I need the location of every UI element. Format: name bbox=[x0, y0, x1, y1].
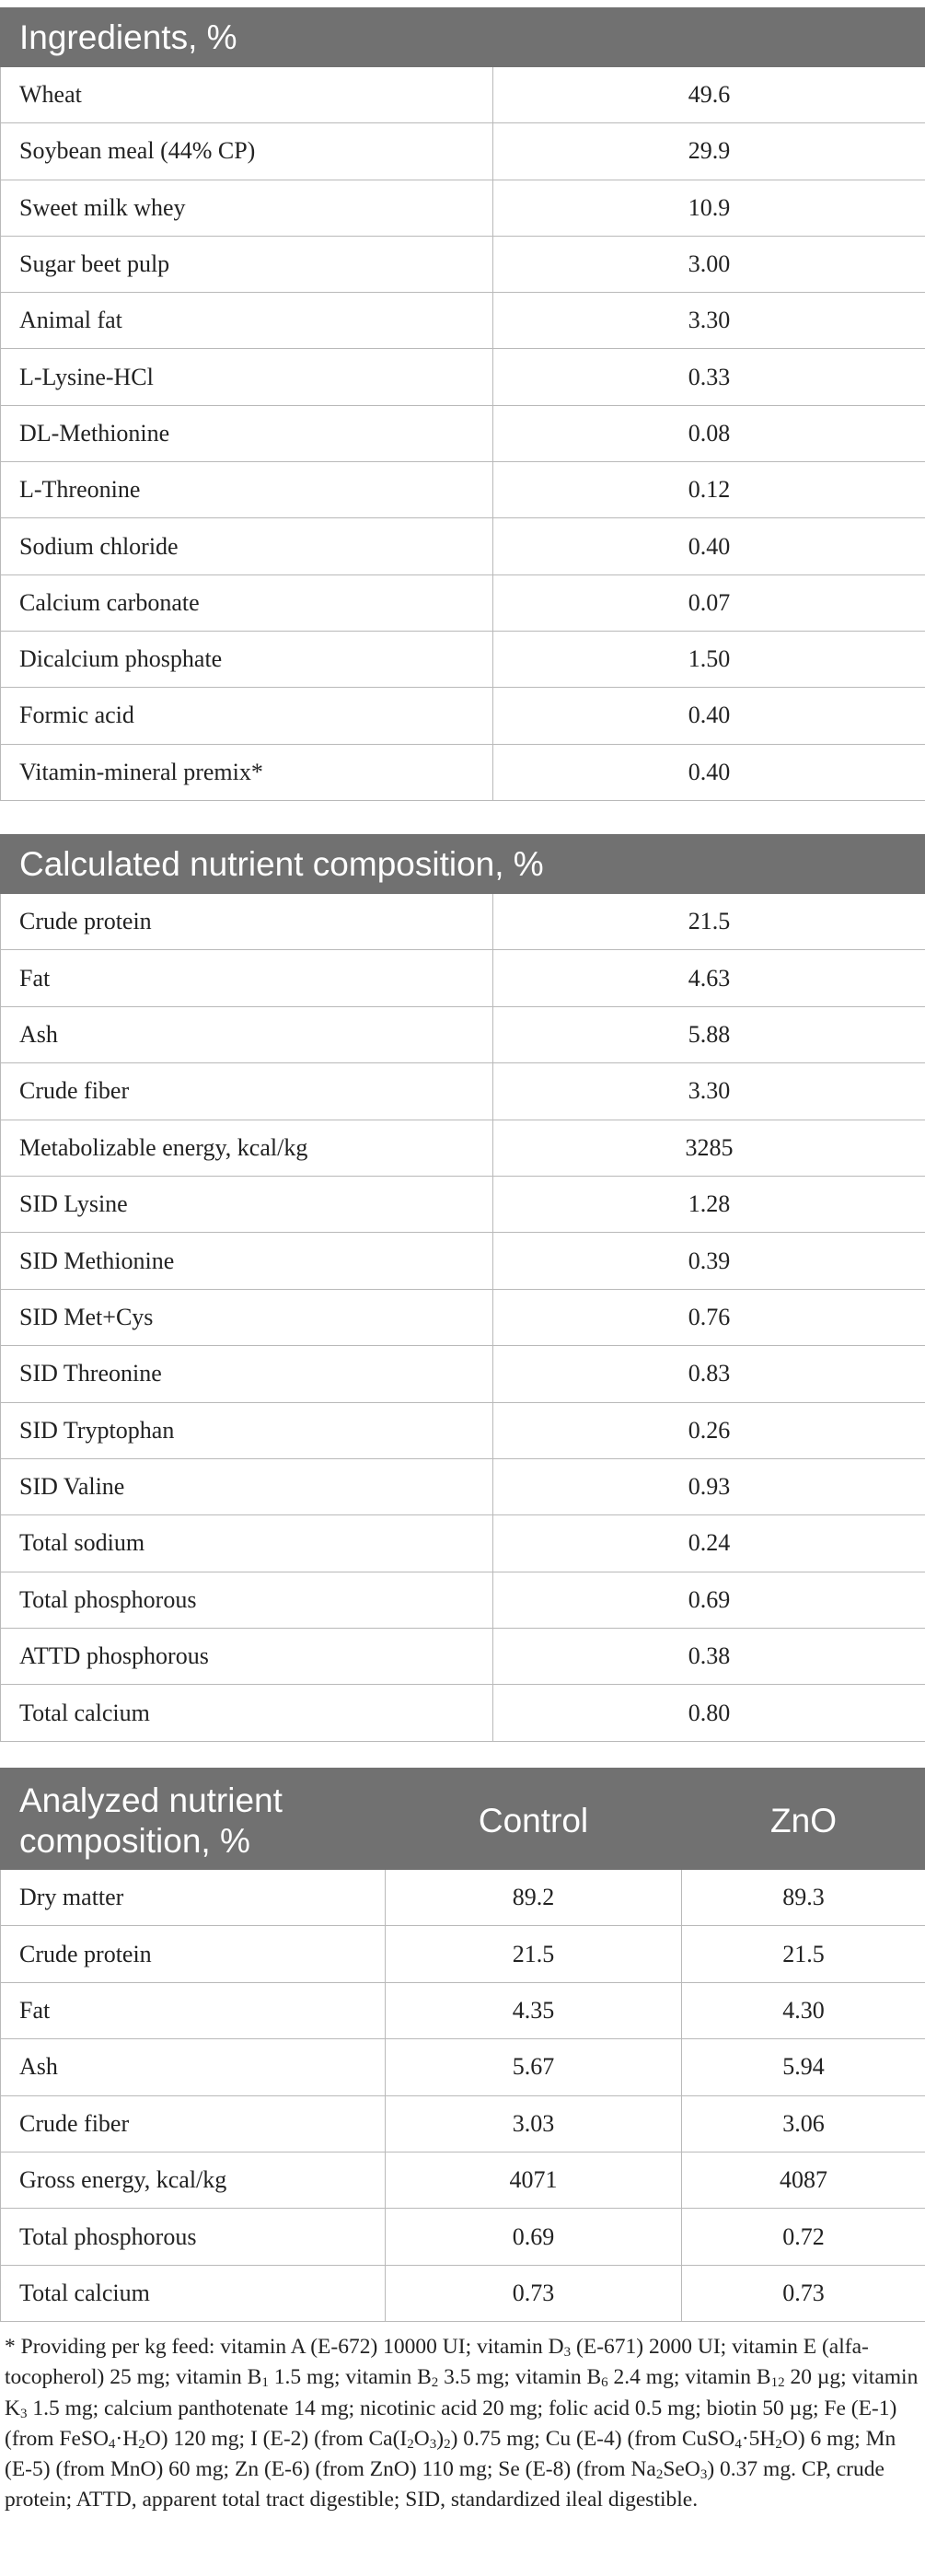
control-column-header: Control bbox=[386, 1769, 682, 1870]
table-row bbox=[1, 688, 925, 744]
row-value: 0.76 bbox=[493, 1289, 925, 1345]
analyzed-body bbox=[1, 1870, 925, 2322]
row-value: 21.5 bbox=[493, 894, 925, 950]
row-value: 0.40 bbox=[493, 518, 925, 574]
table-row bbox=[1, 1572, 925, 1628]
row-label: ATTD phosphorous bbox=[1, 1629, 493, 1685]
row-label: SID Methionine bbox=[1, 1233, 493, 1289]
row-value: 0.26 bbox=[493, 1402, 925, 1458]
row-label: Dicalcium phosphate bbox=[1, 631, 493, 687]
row-value: 0.38 bbox=[493, 1629, 925, 1685]
table-row bbox=[1, 1515, 925, 1572]
table-row bbox=[1, 1402, 925, 1458]
row-value: 3.30 bbox=[493, 1063, 925, 1120]
control-value: 21.5 bbox=[386, 1926, 682, 1982]
calculated-body bbox=[1, 894, 925, 1742]
table-row bbox=[1, 631, 925, 687]
row-label: Sweet milk whey bbox=[1, 180, 493, 236]
zno-column-header: ZnO bbox=[682, 1769, 925, 1870]
zno-value: 89.3 bbox=[682, 1870, 925, 1926]
row-label: Total sodium bbox=[1, 1515, 493, 1572]
row-value: 1.28 bbox=[493, 1176, 925, 1232]
table-row bbox=[1, 744, 925, 800]
table-row bbox=[1, 1926, 925, 1982]
ingredients-header-row bbox=[1, 8, 925, 67]
table-row bbox=[1, 950, 925, 1006]
row-label: L-Lysine-HCl bbox=[1, 349, 493, 405]
table-row bbox=[1, 2265, 925, 2321]
row-value: 0.40 bbox=[493, 688, 925, 744]
row-label: Ash bbox=[1, 1006, 493, 1062]
row-value: 0.40 bbox=[493, 744, 925, 800]
row-label: DL-Methionine bbox=[1, 405, 493, 461]
row-label: Vitamin-mineral premix* bbox=[1, 744, 493, 800]
table-row bbox=[1, 1346, 925, 1402]
control-value: 0.73 bbox=[386, 2265, 682, 2321]
row-value: 4.63 bbox=[493, 950, 925, 1006]
zno-value: 3.06 bbox=[682, 2095, 925, 2152]
row-label: Gross energy, kcal/kg bbox=[1, 2152, 386, 2208]
row-label: Wheat bbox=[1, 67, 493, 123]
row-value: 0.24 bbox=[493, 1515, 925, 1572]
row-label: Sodium chloride bbox=[1, 518, 493, 574]
row-label: Fat bbox=[1, 950, 493, 1006]
ingredients-header: Ingredients, % bbox=[1, 8, 925, 67]
table-row bbox=[1, 1120, 925, 1176]
row-label: Sugar beet pulp bbox=[1, 236, 493, 292]
table-row bbox=[1, 2152, 925, 2208]
control-value: 3.03 bbox=[386, 2095, 682, 2152]
row-label: Total calcium bbox=[1, 1685, 493, 1741]
row-label: Fat bbox=[1, 1982, 386, 2038]
row-label: Animal fat bbox=[1, 293, 493, 349]
row-label: Soybean meal (44% CP) bbox=[1, 123, 493, 180]
row-label: Dry matter bbox=[1, 1870, 386, 1926]
row-label: Crude fiber bbox=[1, 2095, 386, 2152]
row-label: SID Valine bbox=[1, 1458, 493, 1514]
row-value: 0.33 bbox=[493, 349, 925, 405]
row-value: 1.50 bbox=[493, 631, 925, 687]
zno-value: 0.72 bbox=[682, 2209, 925, 2265]
row-value: 3285 bbox=[493, 1120, 925, 1176]
row-label: Crude protein bbox=[1, 894, 493, 950]
table-row bbox=[1, 1458, 925, 1514]
table-row bbox=[1, 518, 925, 574]
analyzed-header-row bbox=[1, 1769, 925, 1870]
control-value: 4071 bbox=[386, 2152, 682, 2208]
row-label: Crude protein bbox=[1, 1926, 386, 1982]
row-label: Ash bbox=[1, 2039, 386, 2095]
row-value: 0.12 bbox=[493, 462, 925, 518]
zno-value: 5.94 bbox=[682, 2039, 925, 2095]
table-row bbox=[1, 1006, 925, 1062]
row-value: 0.93 bbox=[493, 1458, 925, 1514]
row-value: 0.08 bbox=[493, 405, 925, 461]
table-row bbox=[1, 1176, 925, 1232]
row-value: 0.80 bbox=[493, 1685, 925, 1741]
row-label: Crude fiber bbox=[1, 1063, 493, 1120]
zno-value: 4.30 bbox=[682, 1982, 925, 2038]
table-row bbox=[1, 67, 925, 123]
control-value: 89.2 bbox=[386, 1870, 682, 1926]
row-value: 3.30 bbox=[493, 293, 925, 349]
analyzed-composition-table bbox=[0, 1768, 925, 2322]
calculated-composition-table bbox=[0, 834, 925, 1742]
row-label: L-Threonine bbox=[1, 462, 493, 518]
table-row bbox=[1, 349, 925, 405]
row-label: Total phosphorous bbox=[1, 1572, 493, 1628]
row-value: 3.00 bbox=[493, 236, 925, 292]
calculated-header: Calculated nutrient composition, % bbox=[1, 835, 925, 894]
row-label: SID Tryptophan bbox=[1, 1402, 493, 1458]
table-footnote: * Providing per kg feed: vitamin A (E-672) 10000 UI; vitamin $D_3$ (E-671) 2000 UI; vitamin E (alfa-tocopherol) 25 mg; vitamin $B_1$ 1.5 mg; vitamin $B_2$ 3.5 mg; vitamin $B_6$ 2.4 mg; vitamin $B_{12}$ 20 µg; vitamin $K_3$ 1.5 mg; calcium panthotenate 14 mg; nicotinic acid 20 mg; folic acid 0.5 mg; biotin 50 µg; Fe (E-1) (from $FeSO_4\cdot H_2O$) 120 mg; I (E-2) (from $Ca(I_2O_3)_2$) 0.75 mg; Cu (E-4) (from $CuSO_4\cdot 5H_2O$) 6 mg; Mn (E-5) (from MnO) 60 mg; Zn (E-6) (from ZnO) 110 mg; Se (E-8) (from $Na_2SeO_3$) 0.37 mg. CP, crude protein; ATTD, apparent total tract digestible; SID, standardized ileal digestible. bbox=[5, 2335, 919, 2512]
table-row bbox=[1, 180, 925, 236]
row-label: SID Lysine bbox=[1, 1176, 493, 1232]
row-label: Total phosphorous bbox=[1, 2209, 386, 2265]
table-row bbox=[1, 894, 925, 950]
table-row bbox=[1, 1685, 925, 1741]
row-value: 0.69 bbox=[493, 1572, 925, 1628]
table-row bbox=[1, 1233, 925, 1289]
row-label: Formic acid bbox=[1, 688, 493, 744]
row-label: Metabolizable energy, kcal/kg bbox=[1, 1120, 493, 1176]
row-value: 0.83 bbox=[493, 1346, 925, 1402]
table-row bbox=[1, 123, 925, 180]
ingredients-body bbox=[1, 67, 925, 801]
table-row bbox=[1, 2209, 925, 2265]
control-value: 0.69 bbox=[386, 2209, 682, 2265]
ingredients-table bbox=[0, 7, 925, 801]
table-row bbox=[1, 1063, 925, 1120]
table-row bbox=[1, 2095, 925, 2152]
table-row bbox=[1, 236, 925, 292]
table-row bbox=[1, 462, 925, 518]
table-row bbox=[1, 1289, 925, 1345]
control-value: 5.67 bbox=[386, 2039, 682, 2095]
calculated-header-row bbox=[1, 835, 925, 894]
control-value: 4.35 bbox=[386, 1982, 682, 2038]
row-value: 49.6 bbox=[493, 67, 925, 123]
row-value: 0.39 bbox=[493, 1233, 925, 1289]
row-value: 5.88 bbox=[493, 1006, 925, 1062]
row-value: 10.9 bbox=[493, 180, 925, 236]
zno-value: 21.5 bbox=[682, 1926, 925, 1982]
row-label: SID Threonine bbox=[1, 1346, 493, 1402]
table-row bbox=[1, 293, 925, 349]
row-label: SID Met+Cys bbox=[1, 1289, 493, 1345]
table-row bbox=[1, 1629, 925, 1685]
row-value: 29.9 bbox=[493, 123, 925, 180]
zno-value: 4087 bbox=[682, 2152, 925, 2208]
table-row bbox=[1, 574, 925, 631]
table-row bbox=[1, 1870, 925, 1926]
row-label: Total calcium bbox=[1, 2265, 386, 2321]
row-label: Calcium carbonate bbox=[1, 574, 493, 631]
table-row bbox=[1, 405, 925, 461]
analyzed-header: Analyzed nutrient composition, % bbox=[1, 1769, 386, 1870]
zno-value: 0.73 bbox=[682, 2265, 925, 2321]
row-value: 0.07 bbox=[493, 574, 925, 631]
table-row bbox=[1, 2039, 925, 2095]
table-row bbox=[1, 1982, 925, 2038]
